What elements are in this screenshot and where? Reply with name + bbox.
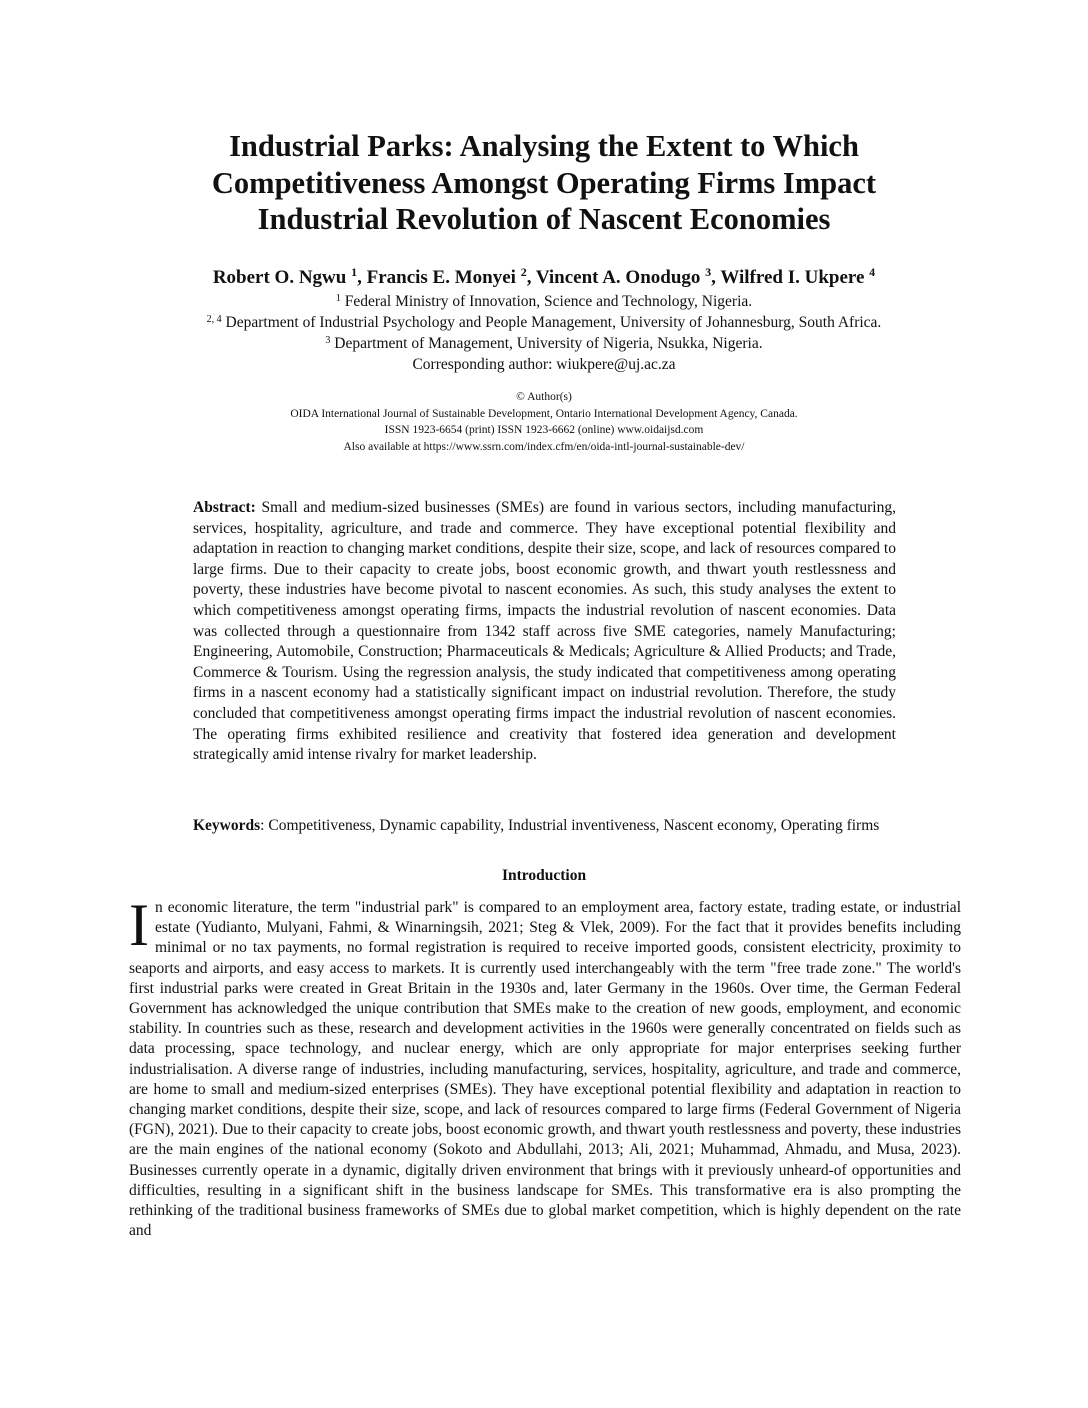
title-line: Industrial Parks: Analysing the Extent to Which — [229, 129, 859, 163]
author-name: Wilfred I. Ukpere — [720, 267, 865, 288]
affiliation-text: Federal Ministry of Innovation, Science and Technology, Nigeria. — [344, 293, 753, 310]
keywords-label: Keywords — [193, 817, 261, 834]
drop-cap: I — [129, 892, 149, 958]
introduction-text: n economic literature, the term "industrial park" is compared to an employment area, factory estate, trading estate, or industrial estate (Yudianto, Mulyani, Fahmi, & Winarningsih, 2021; Steg & Vlek, 2009). For the fact that it provides benefits including minimal or no tax payments, no formal registration is required to receive imported goods, consistent electricity, proximity to seaports and airports, and easy access to markets. It is currently used interchangeably with the term "free trade zone." The world's first industrial parks were created in Great Britain in the 1930s and, later Germany in the 1960s. Over time, the German Federal Government has acknowledged the unique contribution that SMEs make to the creation of new goods, employment, and economic stability. In countries such as these, research and development activities in the 1960s were generally concentrated on fields such as data processing, space technology, and nuclear energy, which are only appropriate for major enterprises seeking further industrialisation. A diverse range of industries, including manufacturing, services, hospitality, agriculture, and trade and commerce, are home to small and medium-sized enterprises (SMEs). They have exceptional potential flexibility and adaptation in reaction to changing market conditions, despite their size, scope, and lack of resources compared to large firms (Federal Government of Nigeria (FGN), 2021). Due to their capacity to create jobs, boost economic growth, and thwart youth restlessness and poverty, these industries are the main engines of the national economy (Sokoto and Abdullahi, 2013; Ali, 2021; Muhammad, Ahmadu, and Musa, 2023). Businesses currently operate in a dynamic, digitally driven environment that brings with it previously unheard-of opportunities and difficulties, resulting in a significant shift in the business landscape for SMEs. This transformative era is also prompting the rethinking of the traditional business frameworks of SMEs due to global market competition, which is highly dependent on the rate and — [129, 899, 961, 1240]
author-separator: , — [526, 267, 536, 288]
publication-info — [60, 389, 1028, 455]
availability-line: Also available at https://www.ssrn.com/index.cfm/en/oida-intl-journal-sustainable-dev/ — [343, 440, 745, 453]
title-line: Industrial Revolution of Nascent Economies — [257, 202, 831, 236]
introduction-paragraph — [129, 892, 961, 1241]
author-name: Vincent A. Onodugo — [535, 267, 701, 288]
keywords — [193, 816, 896, 837]
author-affiliation-marker: 3 — [705, 265, 712, 279]
abstract-label: Abstract: — [193, 499, 256, 516]
journal-line: OIDA International Journal of Sustainable Development, Ontario International Development Agency, Canada. — [290, 407, 798, 420]
introduction-heading: Introduction — [501, 867, 587, 884]
affiliation — [60, 333, 1028, 354]
affiliation-marker: 3 — [325, 335, 331, 346]
title-line: Competitiveness Amongst Operating Firms Impact — [211, 165, 877, 200]
author-separator: , — [711, 267, 721, 288]
author-list — [60, 266, 1028, 290]
copyright-line: © Author(s) — [516, 391, 572, 403]
keywords-text: : Competitiveness, Dynamic capability, Industrial inventiveness, Nascent economy, Operating firms — [260, 817, 880, 834]
affiliation-text: Department of Management, University of Nigeria, Nsukka, Nigeria. — [334, 335, 763, 352]
issn-line: ISSN 1923-6654 (print) ISSN 1923-6662 (online) www.oidaijsd.com — [384, 424, 704, 436]
affiliation-text: Department of Industrial Psychology and People Management, University of Johannesburg, South Africa. — [225, 314, 882, 331]
author-name: Francis E. Monyei — [366, 267, 516, 288]
author-separator: , — [357, 267, 367, 288]
corresponding-author — [60, 354, 1028, 375]
abstract — [193, 498, 896, 766]
author-affiliation-marker: 4 — [869, 265, 876, 279]
affiliation — [60, 291, 1028, 312]
author-name: Robert O. Ngwu — [212, 267, 347, 288]
affiliation-marker: 2, 4 — [206, 314, 222, 325]
author-affiliation-marker: 2 — [520, 265, 527, 279]
affiliation-list — [60, 291, 1028, 375]
author-affiliation-marker: 1 — [351, 265, 358, 279]
abstract-text: Small and medium-sized businesses (SMEs) are found in various sectors, including manufacturing, services, hospitality, agriculture, and trade and commerce. They have exceptional potential flexibility and adaptation in reaction to changing market conditions, despite their size, scope, and lack of resources compared to large firms. Due to their capacity to create jobs, boost economic growth, and thwart youth restlessness and poverty, these industries have become pivotal to nascent economies. As such, this study analyses the extent to which competitiveness amongst operating firms, impacts the industrial revolution of nascent economies. Data was collected through a questionnaire from 1342 staff across five SME categories, namely Manufacturing; Engineering, Automobile, Construction; Pharmaceuticals & Medicals; Agriculture & Allied Products; and Trade, Commerce & Tourism. Using the regression analysis, the study indicated that competitiveness among operating firms in a nascent economy had a statistically significant impact on industrial revolution. Therefore, the study concluded that competitiveness amongst operating firms impact the industrial revolution of nascent economies. The operating firms exhibited resilience and creativity that fostered idea generation and development strategically amid intense rivalry for market leadership. — [193, 499, 896, 764]
affiliation-marker: 1 — [335, 293, 341, 304]
paper-title — [120, 128, 968, 238]
affiliation — [60, 312, 1028, 333]
corresponding-author-text: Corresponding author: wiukpere@uj.ac.za — [412, 356, 676, 373]
